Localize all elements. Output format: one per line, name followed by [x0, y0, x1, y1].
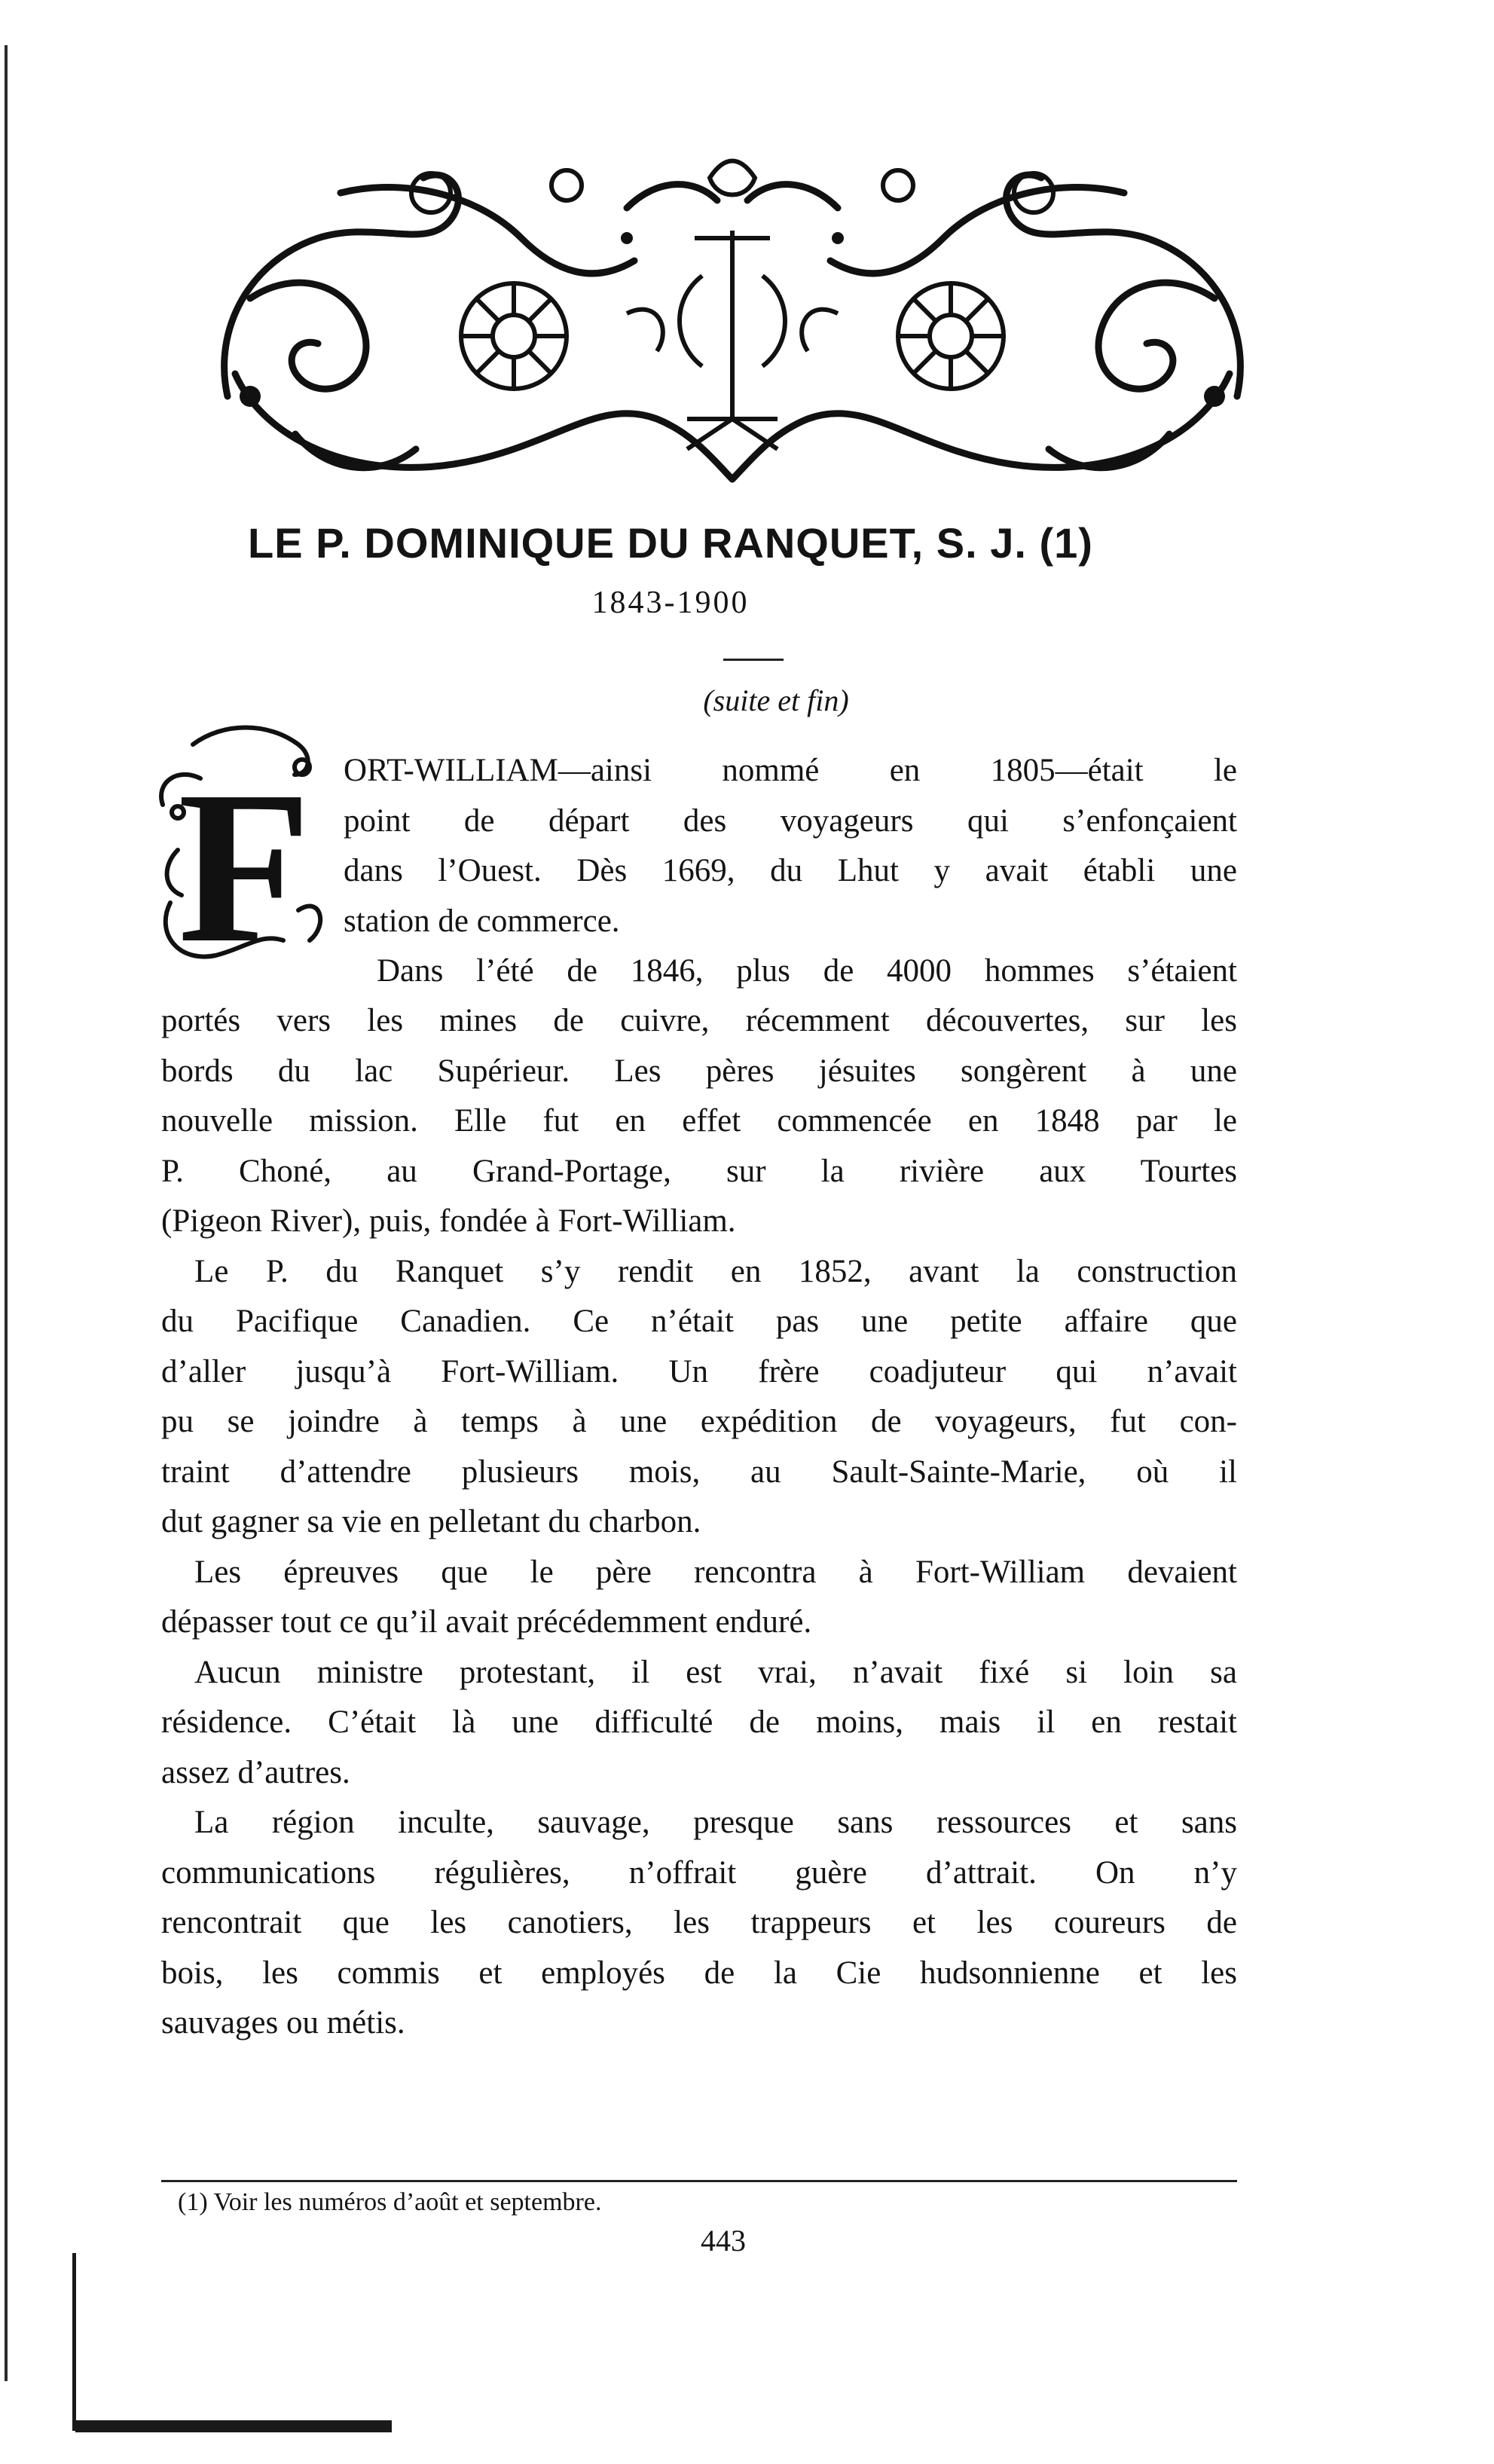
- text-line: pu se joindre à temps à une expédition de voyageurs, fut con-: [161, 1404, 1237, 1439]
- text-line: Le P. du Ranquet s’y rendit en 1852, avant la construction: [194, 1253, 1237, 1289]
- text-line: communications régulières, n’offrait guère d’attrait. On n’y: [161, 1854, 1237, 1891]
- text-line: Les épreuves que le père rencontra à Fort-William devaient: [194, 1554, 1237, 1590]
- text-line: dut gagner sa vie en pelletant du charbon.: [161, 1504, 701, 1539]
- article-subtitle: (suite et fin): [703, 683, 849, 717]
- scan-edge-bottom-vertical: [72, 2253, 76, 2431]
- footnote: (1) Voir les numéros d’août et septembre.: [178, 2188, 602, 2216]
- text-line: La région inculte, sauvage, presque sans ressources et sans: [194, 1805, 1237, 1840]
- text-line: du Pacifique Canadien. Ce n’était pas une petite affaire que: [161, 1304, 1237, 1339]
- text-line: ORT-WILLIAM—ainsi nommé en 1805—était le: [344, 753, 1237, 788]
- page-number: 443: [701, 2224, 746, 2258]
- text-line: rencontrait que les canotiers, les trappeurs et les coureurs de: [161, 1905, 1237, 1940]
- text-line: assez d’autres.: [161, 1754, 350, 1790]
- scan-edge-bottom: [75, 2420, 392, 2432]
- text-line: résidence. C’était là une difficulté de moins, mais il en restait: [161, 1704, 1237, 1740]
- text-line: station de commerce.: [344, 903, 620, 939]
- text-line: Aucun ministre protestant, il est vrai, n’avait fixé si loin sa: [194, 1654, 1237, 1690]
- svg-text:F: F: [178, 746, 312, 977]
- text-line: P. Choné, au Grand-Portage, sur la rivière aux Tourtes: [161, 1153, 1237, 1189]
- text-line: (Pigeon River), puis, fondée à Fort-William.: [161, 1203, 736, 1239]
- floral-header-ornament-icon: [205, 148, 1260, 494]
- text-line: portés vers les mines de cuivre, récemment découvertes, sur les: [161, 1003, 1237, 1038]
- text-line: Dans l’été de 1846, plus de 4000 hommes s’étaient: [377, 953, 1237, 989]
- article-dates: 1843-1900: [591, 585, 750, 620]
- paragraph-2-first-line: [377, 946, 1237, 997]
- title-divider: [723, 659, 784, 661]
- article-title: LE P. DOMINIQUE DU RANQUET, S. J. (1): [248, 519, 1093, 567]
- text-line: traint d’attendre plusieurs mois, au Sault-Sainte-Marie, où il: [161, 1454, 1237, 1490]
- text-line: sauvages ou métis.: [161, 2005, 405, 2041]
- text-line: d’aller jusqu’à Fort-William. Un frère coadjuteur qui n’avait: [161, 1353, 1237, 1389]
- footnote-rule: [161, 2180, 1237, 2182]
- text-line: point de départ des voyageurs qui s’enfonçaient: [344, 802, 1237, 839]
- paragraph-1: [344, 746, 1237, 946]
- text-line: nouvelle mission. Elle fut en effet commencée en 1848 par le: [161, 1103, 1237, 1139]
- main-text: [161, 996, 1237, 2049]
- decorated-initial-icon: [148, 714, 338, 977]
- text-line: dans l’Ouest. Dès 1669, du Lhut y avait établi une: [344, 853, 1237, 888]
- text-line: dépasser tout ce qu’il avait précédemment enduré.: [161, 1604, 812, 1640]
- scan-edge-left: [5, 45, 8, 2381]
- text-line: bois, les commis et employés de la Cie hudsonnienne et les: [161, 1955, 1237, 1991]
- text-line: bords du lac Supérieur. Les pères jésuites songèrent à une: [161, 1053, 1237, 1089]
